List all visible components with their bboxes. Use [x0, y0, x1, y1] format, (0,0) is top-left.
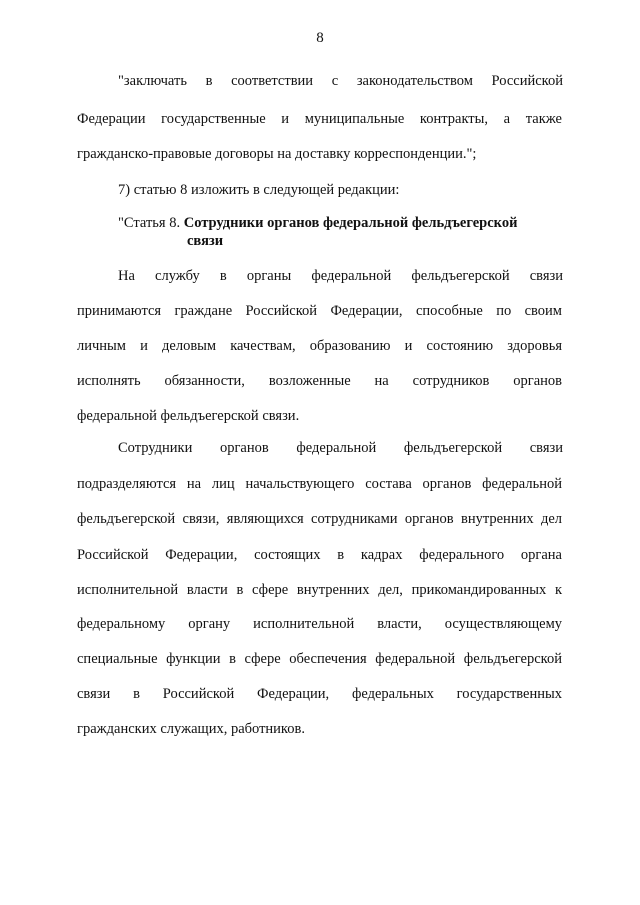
paragraph2-line-2: подразделяются на лиц начальствующего состава органов федеральной	[77, 476, 562, 492]
article-prefix: "Статья 8.	[118, 215, 181, 231]
paragraph2-line-8: связи в Российской Федерации, федеральных государственных	[77, 686, 562, 702]
quote-line-3: гражданско-правовые договоры на доставку корреспонденции.";	[77, 146, 477, 162]
paragraph2-line-7: специальные функции в сфере обеспечения федеральной фельдъегерской	[77, 651, 562, 667]
paragraph2-line-1: Сотрудники органов федеральной фельдъегерской связи	[118, 440, 563, 456]
page-number: 8	[316, 30, 324, 46]
paragraph2-line-4: Российской Федерации, состоящих в кадрах федерального органа	[77, 547, 562, 563]
paragraph2-line-6: федеральному органу исполнительной власти, осуществляющему	[77, 616, 562, 632]
article-title-line-2: связи	[187, 233, 224, 249]
paragraph2-line-3: фельдъегерской связи, являющихся сотрудниками органов внутренних дел	[77, 511, 562, 527]
paragraph1-line-5: федеральной фельдъегерской связи.	[77, 408, 300, 424]
paragraph1-line-1: На службу в органы федеральной фельдъегерской связи	[118, 268, 563, 284]
paragraph1-line-2: принимаются граждане Российской Федерации, способные по своим	[77, 303, 562, 319]
instruction-line: 7) статью 8 изложить в следующей редакции:	[118, 182, 400, 198]
paragraph2-line-9: гражданских служащих, работников.	[77, 721, 305, 737]
article-title-line-1: Сотрудники органов федеральной фельдъегерской	[183, 215, 518, 231]
article-heading	[118, 215, 517, 232]
quote-line-1: "заключать в соответствии с законодательством Российской	[118, 73, 563, 89]
quote-line-2: Федерации государственные и муниципальные контракты, а также	[77, 111, 562, 127]
paragraph1-line-3: личным и деловым качествам, образованию и состоянию здоровья	[77, 338, 562, 354]
paragraph1-line-4: исполнять обязанности, возложенные на сотрудников органов	[77, 373, 562, 389]
paragraph2-line-5: исполнительной власти в сфере внутренних дел, прикомандированных к	[77, 582, 562, 598]
